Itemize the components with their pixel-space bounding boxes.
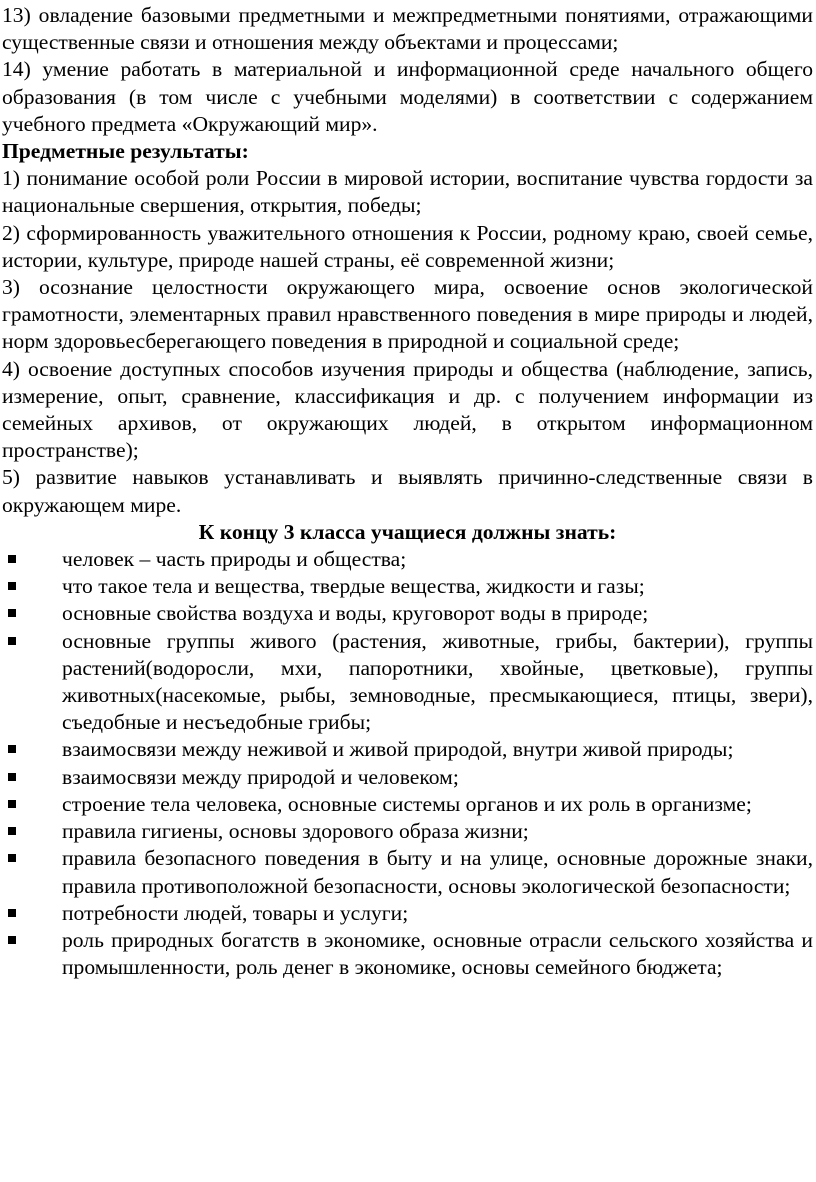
list-item-text: основные группы живого (растения, животные, грибы, бактерии), группы растений(водоросли, мхи, папоротники, хвойные, цветковые), группы животных(насекомые, рыбы, земноводные, пресмыкающиеся, птицы, звери), съедобные и несъедобные грибы; <box>62 628 813 735</box>
list-item-text: потребности людей, товары и услуги; <box>62 900 409 925</box>
subject-result-5: 5) развитие навыков устанавливать и выявлять причинно-следственные связи в окружающем мире. <box>2 465 813 517</box>
list-item <box>2 845 813 899</box>
knowledge-list <box>2 546 813 981</box>
square-bullet-icon <box>8 936 16 944</box>
list-item <box>2 791 813 818</box>
square-bullet-icon <box>8 637 16 645</box>
list-item <box>2 573 813 600</box>
square-bullet-icon <box>8 909 16 917</box>
list-item-text: что такое тела и вещества, твердые вещества, жидкости и газы; <box>62 574 645 599</box>
square-bullet-icon <box>8 854 16 862</box>
list-item <box>2 736 813 763</box>
list-item-text: основные свойства воздуха и воды, круговорот воды в природе; <box>62 601 649 626</box>
square-bullet-icon <box>8 800 16 808</box>
list-item <box>2 600 813 627</box>
square-bullet-icon <box>8 555 16 563</box>
square-bullet-icon <box>8 773 16 781</box>
subject-result-2: 2) сформированность уважительного отношения к России, родному краю, своей семье, истории, культуре, природе нашей страны, её современной жизни; <box>2 220 813 272</box>
list-item <box>2 764 813 791</box>
list-item <box>2 546 813 573</box>
knowledge-heading: К концу 3 класса учащиеся должны знать: <box>198 519 617 544</box>
list-item <box>2 900 813 927</box>
paragraph-item-13: 13) овладение базовыми предметными и межпредметными понятиями, отражающими существенные связи и отношения между объектами и процессами; <box>2 3 813 55</box>
subject-result-3: 3) осознание целостности окружающего мира, освоение основ экологической грамотности, элементарных правил нравственного поведения в мире природы и людей, норм здоровьесберегающего поведения в природной и социальной среде; <box>2 275 813 354</box>
subject-results-heading: Предметные результаты: <box>2 139 249 164</box>
square-bullet-icon <box>8 609 16 617</box>
list-item-text: взаимосвязи между неживой и живой природой, внутри живой природы; <box>62 737 734 762</box>
list-item <box>2 927 813 981</box>
subject-result-1: 1) понимание особой роли России в мировой истории, воспитание чувства гордости за национальные свершения, открытия, победы; <box>2 166 813 218</box>
subject-result-4: 4) освоение доступных способов изучения природы и общества (наблюдение, запись, измерение, опыт, сравнение, классификация и др. с получением информации из семейных архивов, от окружающих людей, в открытом информационном пространстве); <box>2 356 813 463</box>
list-item <box>2 818 813 845</box>
list-item-text: правила безопасного поведения в быту и на улице, основные дорожные знаки, правила противоположной безопасности, основы экологической безопасности; <box>62 846 813 898</box>
list-item-text: правила гигиены, основы здорового образа жизни; <box>62 819 529 844</box>
list-item-text: взаимосвязи между природой и человеком; <box>62 764 459 789</box>
square-bullet-icon <box>8 582 16 590</box>
square-bullet-icon <box>8 827 16 835</box>
list-item-text: роль природных богатств в экономике, основные отрасли сельского хозяйства и промышленности, роль денег в экономике, основы семейного бюджета; <box>62 927 813 980</box>
square-bullet-icon <box>8 745 16 753</box>
list-item-text: человек – часть природы и общества; <box>62 547 407 572</box>
list-item <box>2 628 813 737</box>
paragraph-item-14: 14) умение работать в материальной и информационной среде начального общего образования (в том числе с учебными моделями) в соответствии с содержанием учебного предмета «Окружающий мир». <box>2 57 813 136</box>
list-item-text: строение тела человека, основные системы органов и их роль в организме; <box>62 791 752 816</box>
